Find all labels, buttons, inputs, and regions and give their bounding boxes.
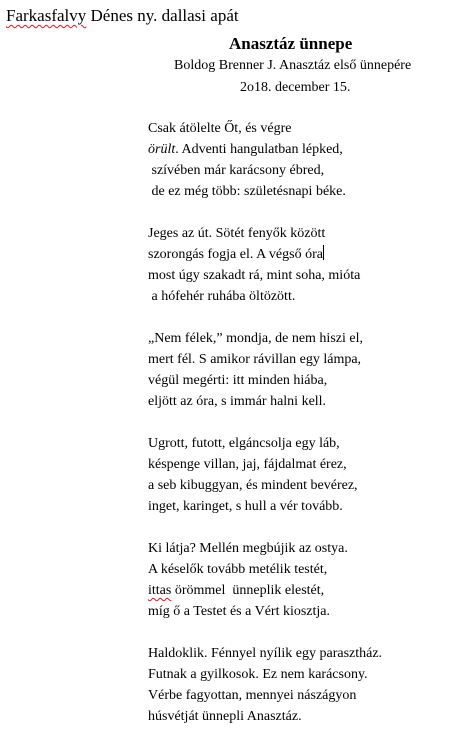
- poem-dedication: Boldog Brenner J. Anasztáz első ünnepére: [174, 58, 412, 73]
- author-line: [6, 6, 239, 26]
- poem-line: inget, karinget, s hull a vér tovább.: [148, 499, 343, 514]
- poem-line: eljött az óra, s immár halni kell.: [148, 394, 327, 409]
- misspelled-word[interactable]: ittas: [148, 583, 172, 598]
- poem-line: mert fél. S amikor rávillan egy lámpa,: [148, 352, 362, 367]
- poem-line: [148, 139, 449, 160]
- stanza-3: [148, 328, 449, 412]
- poem-line: a seb kibuggyan, és mindent bevérez,: [148, 478, 358, 493]
- poem-line: [148, 244, 449, 265]
- italic-word: örült: [148, 142, 176, 157]
- stanza-1: [148, 118, 449, 202]
- poem-line: de ez még több: születésnapi béke.: [148, 184, 346, 199]
- poem-line: végül megérti: itt minden hiába,: [148, 373, 328, 388]
- author-surname[interactable]: Farkasfalvy: [6, 6, 87, 25]
- poem-line: Haldoklik. Fénnyel nyílik egy parasztház.: [148, 646, 383, 661]
- poem-line: húsvétját ünnepli Anasztáz.: [148, 709, 302, 724]
- poem-line: késpenge villan, jaj, fájdalmat érez,: [148, 457, 347, 472]
- poem-line: [148, 580, 449, 601]
- poem-line: Futnak a gyilkosok. Ez nem karácsony.: [148, 667, 368, 682]
- poem-line: Vérbe fagyottan, mennyei nászágyon: [148, 688, 357, 703]
- line-rest: örömmel ünneplik elestét,: [171, 583, 325, 598]
- poem-line: „Nem félek,” mondja, de nem hiszi el,: [148, 331, 363, 346]
- poem-date: 2o18. december 15.: [240, 80, 351, 95]
- poem-line: Ugrott, futott, elgáncsolja egy láb,: [148, 436, 340, 451]
- poem-line: most úgy szakadt rá, mint soha, mióta: [148, 268, 361, 283]
- poem-line: Ki látja? Mellén megbújik az ostya.: [148, 541, 348, 556]
- poem-line: a hófehér ruhába öltözött.: [148, 289, 296, 304]
- poem-line: míg ő a Testet és a Vért kiosztja.: [148, 604, 331, 619]
- stanza-2: [148, 223, 449, 307]
- stanza-5: [148, 538, 449, 622]
- poem-body: [0, 118, 449, 748]
- poem-line: Jeges az út. Sötét fenyők között: [148, 226, 326, 241]
- line-text: szorongás fogja el. A végső óra: [148, 247, 323, 262]
- author-rest: Dénes ny. dallasi apát: [86, 6, 239, 25]
- poem-line: Csak átölelte Őt, és végre: [148, 121, 292, 136]
- poem-line: szívében már karácsony ébred,: [148, 163, 325, 178]
- poem-line: A késelők tovább metélik testét,: [148, 562, 328, 577]
- stanza-4: [148, 433, 449, 517]
- line-rest: . Adventi hangulatban lépked,: [175, 142, 343, 157]
- stanza-6: [148, 643, 449, 727]
- poem-title: Anasztáz ünnepe: [229, 34, 353, 53]
- text-cursor: [323, 245, 324, 260]
